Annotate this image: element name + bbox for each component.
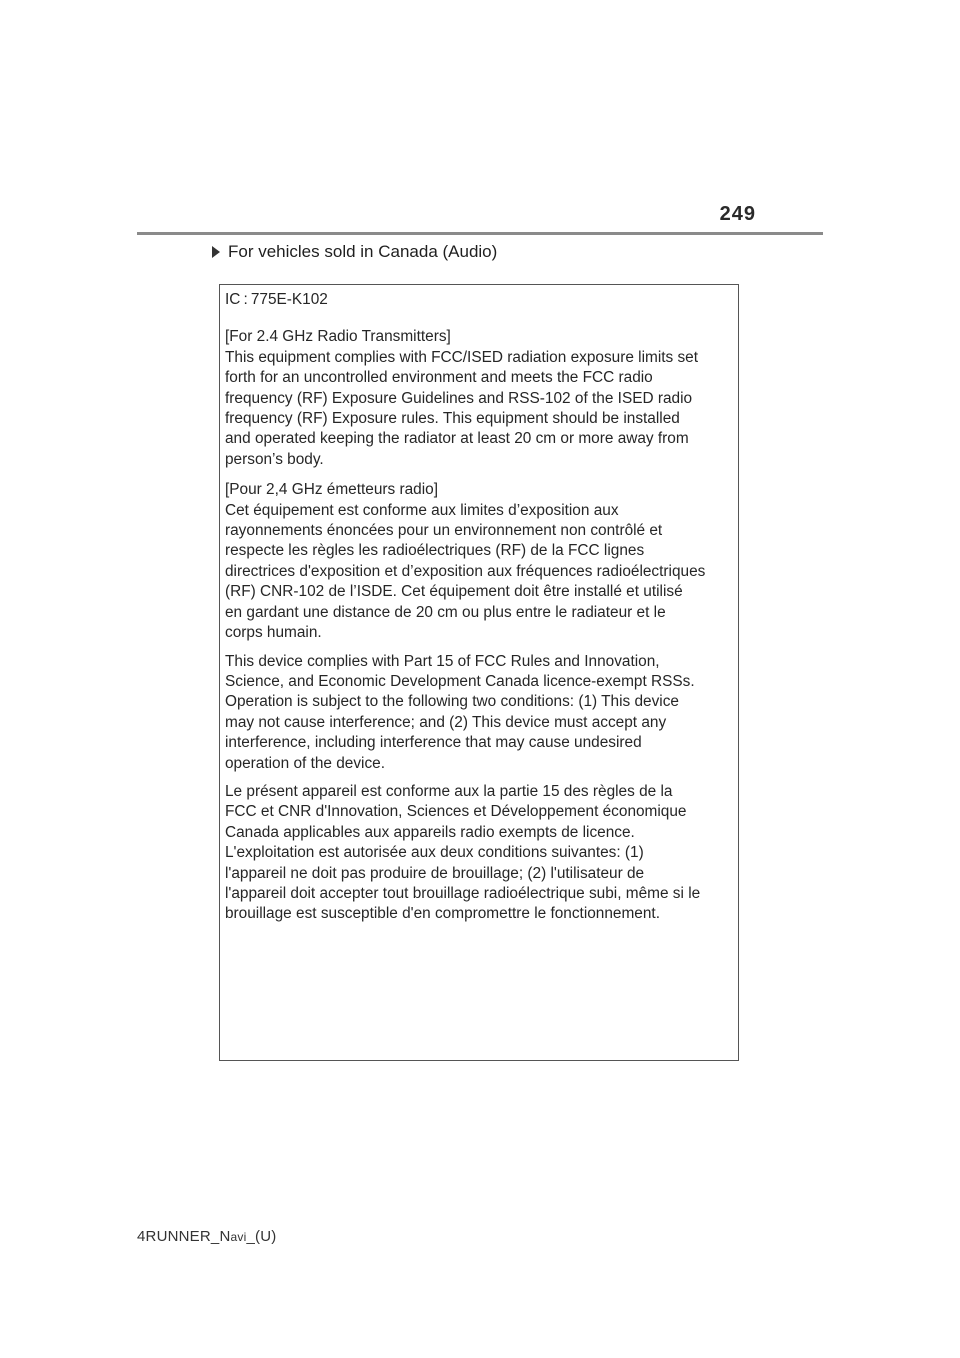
text-line: may not cause interference; and (2) This device must accept any — [225, 713, 667, 731]
section-heading-text: For vehicles sold in Canada (Audio) — [228, 242, 498, 261]
text-line: person’s body. — [225, 450, 324, 468]
text-line: FCC et CNR d'Innovation, Sciences et Développement économique — [225, 803, 687, 821]
page-number: 249 — [719, 203, 756, 225]
header-rule — [137, 232, 823, 235]
text-line: interference, including interference that may cause undesired — [225, 734, 642, 752]
text-line: rayonnements énoncées pour un environnement non contrôlé et — [225, 522, 663, 540]
text-line: and operated keeping the radiator at least 20 cm or more away from — [225, 430, 689, 448]
text-line: Cet équipement est conforme aux limites d’exposition aux — [225, 501, 619, 519]
text-line: brouillage est susceptible d'en compromettre le fonctionnement. — [225, 905, 660, 923]
text-line: frequency (RF) Exposure rules. This equipment should be installed — [225, 410, 680, 428]
section-heading — [212, 242, 497, 262]
footer-id-small: avi — [230, 1230, 247, 1244]
text-line: forth for an uncontrolled environment and meets the FCC radio — [225, 369, 653, 387]
text-line: operation of the device. — [225, 754, 386, 772]
text-line: frequency (RF) Exposure Guidelines and RSS-102 of the ISED radio — [225, 389, 693, 407]
footer-id-main: 4RUNNER_N — [137, 1228, 231, 1245]
regulatory-label-box — [219, 284, 739, 1061]
paragraph-rf-exposure-fr — [225, 480, 732, 643]
paragraph-fcc-part15-en — [225, 652, 732, 774]
text-line: L'exploitation est autorisée aux deux conditions suivantes: (1) — [225, 844, 644, 862]
text-line: directrices d'exposition et d’exposition aux fréquences radioélectriques — [225, 562, 706, 580]
text-line: en gardant une distance de 20 cm ou plus entre le radiateur et le — [225, 603, 666, 621]
document-footer-id — [137, 1228, 276, 1245]
text-line: l'appareil doit accepter tout brouillage radioélectrique subi, même si le — [225, 884, 701, 902]
ic-certification-id: IC : 775E-K102 — [225, 291, 328, 308]
text-line: l'appareil ne doit pas produire de brouillage; (2) l'utilisateur de — [225, 864, 645, 882]
text-line: [Pour 2,4 GHz émetteurs radio] — [225, 481, 438, 499]
paragraph-fcc-part15-fr — [225, 782, 732, 925]
text-line: Operation is subject to the following two conditions: (1) This device — [225, 693, 679, 711]
text-line: [For 2.4 GHz Radio Transmitters] — [225, 328, 451, 346]
arrow-right-icon — [212, 246, 220, 258]
text-line: This equipment complies with FCC/ISED radiation exposure limits set — [225, 348, 699, 366]
text-line: This device complies with Part 15 of FCC Rules and Innovation, — [225, 652, 660, 670]
text-line: respecte les règles les radioélectriques (RF) de la FCC lignes — [225, 542, 645, 560]
text-line: corps humain. — [225, 624, 322, 642]
footer-id-tail: _(U) — [246, 1228, 277, 1245]
text-line: Le présent appareil est conforme aux la partie 15 des règles de la — [225, 782, 673, 800]
text-line: (RF) CNR-102 de l’ISDE. Cet équipement doit être installé et utilisé — [225, 583, 683, 601]
text-line: Canada applicables aux appareils radio exempts de licence. — [225, 823, 635, 841]
paragraph-rf-exposure-en — [225, 327, 732, 470]
text-line: Science, and Economic Development Canada licence-exempt RSSs. — [225, 672, 695, 690]
